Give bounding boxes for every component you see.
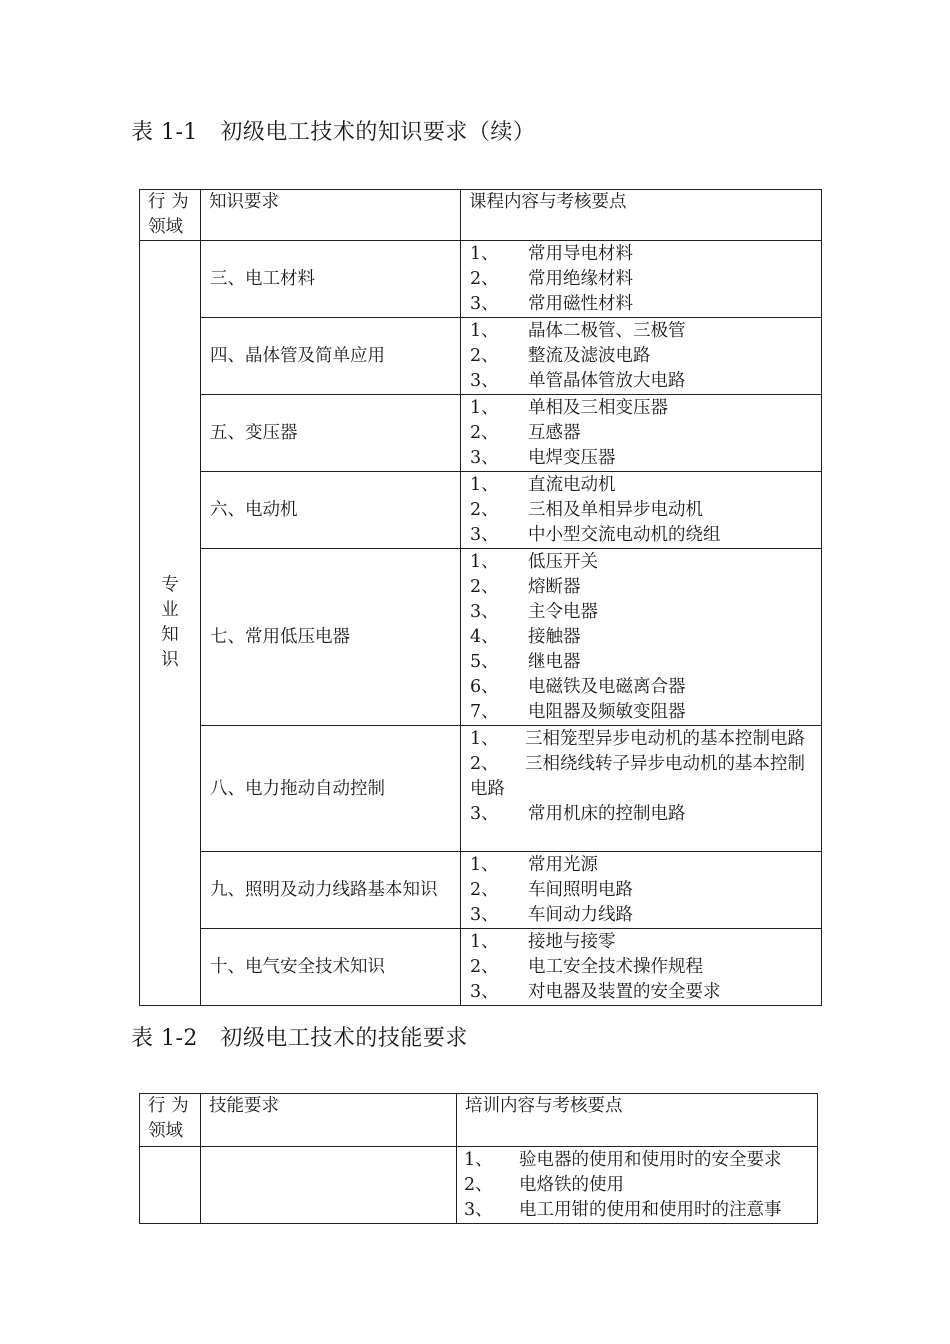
content-item: 1、 常用导电材料 <box>470 244 633 264</box>
content-item: 2、 整流及滤波电路 <box>470 346 651 366</box>
requirement-cell: 七、常用低压电器 <box>201 549 461 726</box>
content-item: 2、 熔断器 <box>470 577 581 597</box>
table-row <box>140 929 822 1006</box>
content-cell <box>461 726 822 852</box>
content-item: 3、 电焊变压器 <box>470 448 616 468</box>
header-training-content: 培训内容与考核要点 <box>457 1094 818 1147</box>
content-item: 3、 电工用钳的使用和使用时的注意事 <box>464 1200 782 1220</box>
content-cell <box>461 929 822 1006</box>
requirement-cell: 十、电气安全技术知识 <box>201 929 461 1006</box>
content-item: 4、 接触器 <box>470 627 581 647</box>
content-item: 1、 晶体二极管、三极管 <box>470 321 686 341</box>
requirement-cell <box>201 1147 457 1224</box>
table2-caption: 表 1-2 初级电工技术的技能要求 <box>131 1026 468 1051</box>
header-course-content: 课程内容与考核要点 <box>461 190 822 241</box>
content-item: 3、 常用磁性材料 <box>470 294 633 314</box>
domain-cell-professional-knowledge <box>140 241 201 1006</box>
content-cell <box>461 472 822 549</box>
content-cell <box>457 1147 818 1224</box>
content-item: 2、 三相绕线转子异步电动机的基本控制电路 <box>470 754 805 799</box>
content-item: 2、 电工安全技术操作规程 <box>470 957 703 977</box>
content-item: 1、 验电器的使用和使用时的安全要求 <box>464 1150 782 1170</box>
skill-requirements-table <box>139 1093 818 1224</box>
content-item: 2、 互感器 <box>470 423 581 443</box>
header-domain: 行 为 领域 <box>140 190 201 241</box>
content-item: 1、 单相及三相变压器 <box>470 398 668 418</box>
content-item: 1、 常用光源 <box>470 855 598 875</box>
content-cell <box>461 318 822 395</box>
content-cell <box>461 549 822 726</box>
table-row <box>140 241 822 318</box>
content-item: 3、 对电器及装置的安全要求 <box>470 982 721 1002</box>
table-header-row <box>140 1094 818 1147</box>
content-item: 6、 电磁铁及电磁离合器 <box>470 677 686 697</box>
header-skill-requirement: 技能要求 <box>201 1094 457 1147</box>
domain-char: 业 <box>161 600 179 620</box>
content-item: 2、 三相及单相异步电动机 <box>470 500 703 520</box>
content-item: 1、 低压开关 <box>470 552 598 572</box>
table-row <box>140 395 822 472</box>
content-item: 2、 车间照明电路 <box>470 880 633 900</box>
content-item: 1、 三相笼型异步电动机的基本控制电路 <box>470 729 805 749</box>
domain-char: 识 <box>161 650 179 670</box>
table-row <box>140 318 822 395</box>
table-row <box>140 1147 818 1224</box>
content-cell <box>461 395 822 472</box>
knowledge-requirements-table <box>139 189 822 1006</box>
header-knowledge-requirement: 知识要求 <box>201 190 461 241</box>
table-row <box>140 726 822 852</box>
table-row <box>140 472 822 549</box>
content-cell <box>461 241 822 318</box>
table-row <box>140 852 822 929</box>
domain-char: 知 <box>161 625 179 645</box>
requirement-cell: 九、照明及动力线路基本知识 <box>201 852 461 929</box>
content-item: 3、 车间动力线路 <box>470 905 633 925</box>
table-header-row <box>140 190 822 241</box>
content-item: 1、 直流电动机 <box>470 475 616 495</box>
content-item: 3、 单管晶体管放大电路 <box>470 371 686 391</box>
table1-caption: 表 1-1 初级电工技术的知识要求（续） <box>131 120 536 145</box>
header-domain: 行 为 领域 <box>140 1094 201 1147</box>
requirement-cell: 六、电动机 <box>201 472 461 549</box>
content-item: 3、 常用机床的控制电路 <box>470 804 686 824</box>
content-item: 1、 接地与接零 <box>470 932 616 952</box>
content-item: 3、 中小型交流电动机的绕组 <box>470 525 721 545</box>
requirement-cell: 三、电工材料 <box>201 241 461 318</box>
requirement-cell: 五、变压器 <box>201 395 461 472</box>
content-item: 7、 电阻器及频敏变阻器 <box>470 702 686 722</box>
requirement-cell: 八、电力拖动自动控制 <box>201 726 461 852</box>
requirement-cell: 四、晶体管及简单应用 <box>201 318 461 395</box>
domain-char: 专 <box>161 575 179 595</box>
content-item: 2、 常用绝缘材料 <box>470 269 633 289</box>
content-cell <box>461 852 822 929</box>
table-row <box>140 549 822 726</box>
domain-cell <box>140 1147 201 1224</box>
content-item: 2、 电烙铁的使用 <box>464 1175 624 1195</box>
content-item: 5、 继电器 <box>470 652 581 672</box>
content-item: 3、 主令电器 <box>470 602 598 622</box>
